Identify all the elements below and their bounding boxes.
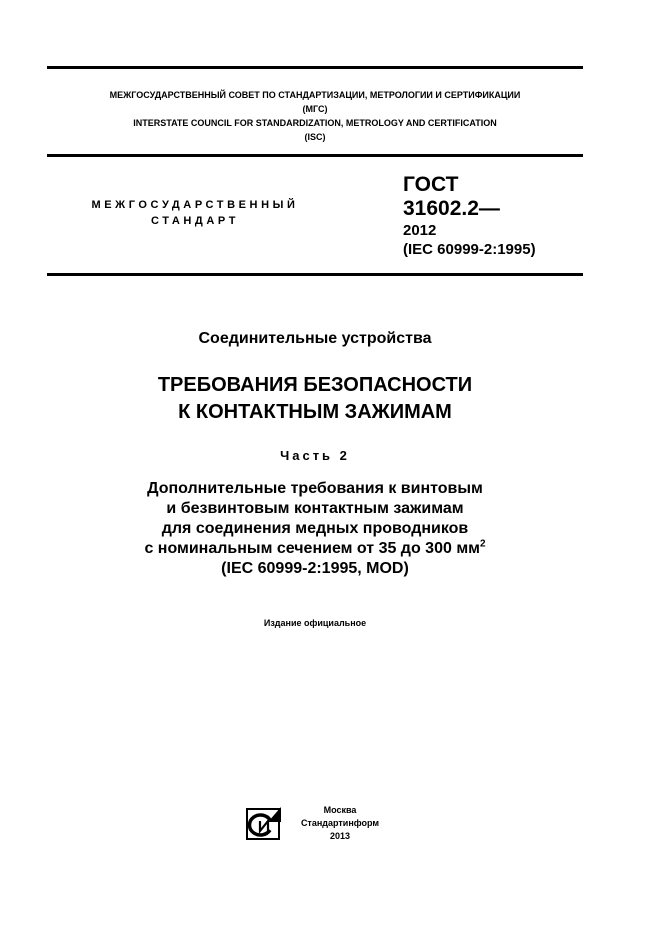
document-title-caps (47, 372, 583, 426)
subtitle-line3: для соединения медных проводников (161, 520, 469, 537)
gost-iec-ref: (IEC 60999-2:1995) (403, 241, 536, 258)
title-caps-line2: К КОНТАКТНЫМ ЗАЖИМАМ (178, 401, 452, 423)
gost-label: ГОСТ (403, 173, 459, 196)
part-number: Часть 2 (280, 448, 350, 463)
header-bottom-rule (47, 154, 583, 157)
standard-type (60, 197, 330, 229)
gost-designation (403, 173, 536, 259)
designation-bottom-rule (47, 273, 583, 276)
council-en: INTERSTATE COUNCIL FOR STANDARDIZATION, METROLOGY AND CERTIFICATION (133, 118, 497, 128)
council-header (47, 88, 583, 144)
subtitle-line4 (47, 539, 583, 559)
council-en-abbr: (ISC) (304, 132, 326, 142)
subtitle-superscript: 2 (480, 538, 486, 550)
standard-type-line1: МЕЖГОСУДАРСТВЕННЫЙ (91, 199, 299, 211)
official-edition: Издание официальное (263, 618, 367, 628)
top-rule (47, 66, 583, 69)
subtitle-line1: Дополнительные требования к винтовым (147, 480, 483, 497)
council-ru: МЕЖГОСУДАРСТВЕННЫЙ СОВЕТ ПО СТАНДАРТИЗАЦИИ, МЕТРОЛОГИИ И СЕРТИФИКАЦИИ (109, 90, 521, 100)
gost-year: 2012 (403, 222, 437, 239)
publisher-city: Москва (323, 805, 357, 815)
document-title: Соединительные устройства (198, 330, 432, 347)
standard-type-line2: СТАНДАРТ (150, 215, 240, 227)
document-subtitle (47, 479, 583, 579)
publisher-year: 2013 (329, 831, 351, 841)
publisher (295, 804, 385, 843)
subtitle-line4-text: с номинальным сечением от 35 до 300 мм (144, 540, 480, 557)
publisher-name: Стандартинформ (300, 818, 380, 828)
council-ru-abbr: (МГС) (302, 104, 328, 114)
title-caps-line1: ТРЕБОВАНИЯ БЕЗОПАСНОСТИ (157, 374, 473, 396)
subtitle-line2: и безвинтовым контактным зажимам (166, 500, 464, 517)
standartinform-logo-icon (246, 806, 284, 840)
gost-number: 31602.2— (403, 197, 500, 220)
subtitle-line5: (IEC 60999-2:1995, MOD) (221, 560, 409, 577)
